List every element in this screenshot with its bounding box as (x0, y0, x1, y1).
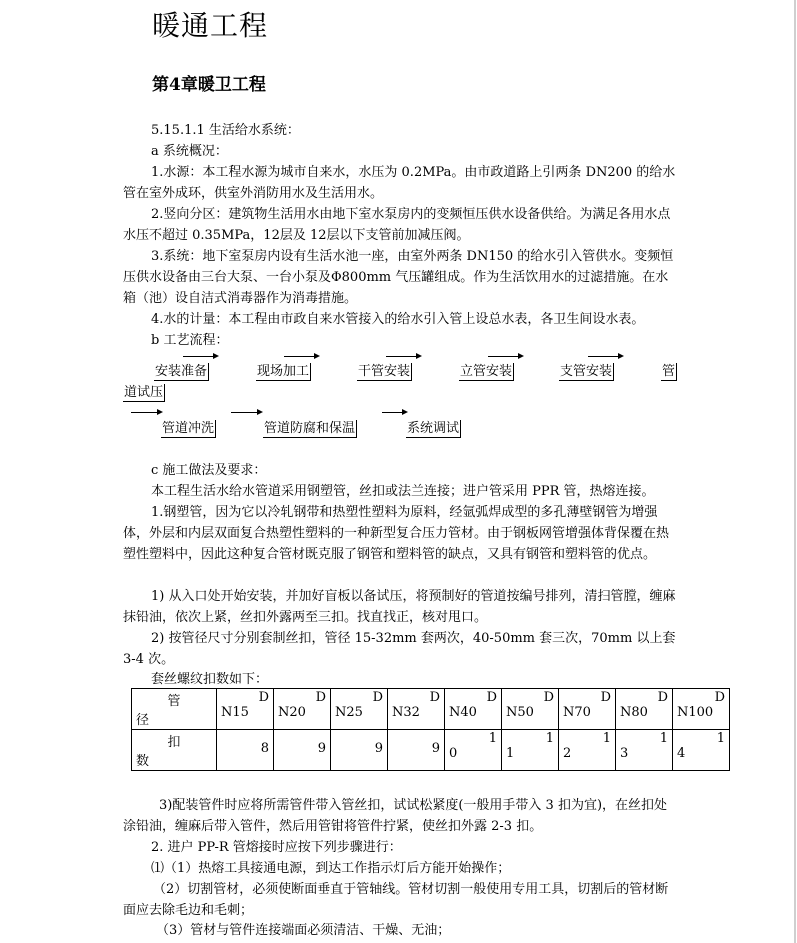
subsection-c: c 施工做法及要求： (151, 463, 267, 478)
cell-text: 1 (506, 746, 515, 761)
table-cell (445, 730, 502, 771)
cell-text: 4 (677, 746, 686, 761)
cell-text: N80 (620, 705, 648, 720)
cell-text: D (486, 690, 497, 705)
cell-text: 8 (260, 741, 269, 756)
table-cell (559, 730, 616, 771)
cell-text: 1 (602, 731, 611, 746)
cell-text: 9 (374, 741, 383, 756)
flow-step: 管 (662, 364, 676, 379)
flow-step: 现场加工 (257, 364, 310, 379)
paragraph-step-2: 2) 按管径尺寸分别套制丝扣，管径 15-32mm 套两次，40-50mm 套三次，70mm 以上套3-4 次。 (123, 631, 676, 667)
table-cell (616, 730, 673, 771)
cell-text: 径 (136, 713, 150, 728)
cell-text: 2 (563, 746, 572, 761)
flow-step: 安装准备 (155, 364, 208, 379)
cell-text: 9 (431, 741, 440, 756)
table-cell (217, 689, 274, 730)
table-cell (502, 689, 559, 730)
paragraph-zoning: 2.竖向分区：建筑物生活用水由地下室水泵房内的变频恒压供水设备供给。为满足各用水点水压不超过 0.35MPa，12层及 12层以下支管前加减压阀。 (123, 207, 671, 243)
paragraph-pipe-material: 本工程生活水给水管道采用钢塑管，丝扣或法兰连接；进户管采用 PPR 管，热熔连接。 (151, 484, 655, 499)
cell-text: N20 (278, 705, 306, 720)
table-cell (331, 730, 388, 771)
cell-text: N70 (563, 705, 591, 720)
cell-text: D (543, 690, 554, 705)
cell-text: D (657, 690, 668, 705)
table-cell (445, 689, 502, 730)
cell-text: N25 (335, 705, 363, 720)
flow-arrow (183, 356, 217, 357)
paragraph-ppr-step-3: （3）管材与管件连接端面必须清洁、干燥、无油； (156, 923, 451, 938)
flow-arrow (382, 412, 406, 413)
page-right-edge (794, 0, 796, 943)
paragraph-system: 3.系统：地下室泵房内设有生活水池一座，由室外两条 DN150 的给水引入管供水。变频恒压供水设备由三台大泵、一台小泵及Φ800mm 气压罐组成。作为生活饮用水的过滤措施。在水箱（池）设自洁式消毒器作为消毒措施。 (123, 249, 674, 306)
flow-arrow (131, 412, 161, 413)
paragraph-ppr-steps: 2. 进户 PP-R 管熔接时应按下列步骤进行： (151, 840, 402, 855)
table-cell (274, 689, 331, 730)
table-row (132, 730, 730, 771)
table-caption: 套丝螺纹扣数如下： (151, 672, 269, 687)
thread-count-table (131, 688, 730, 771)
cell-text: D (429, 690, 440, 705)
paragraph-water-source: 1.水源：本工程水源为城市自来水，水压为 0.2MPa。由市政道路上引两条 DN200 的给水管在室外成环，供室外消防用水及生活用水。 (123, 165, 676, 201)
cell-text: D (372, 690, 383, 705)
table-cell (502, 730, 559, 771)
flow-arrow (488, 356, 522, 357)
cell-text: 数 (136, 754, 150, 769)
flow-step: 立管安装 (460, 364, 513, 379)
table-cell (673, 730, 730, 771)
subsection-b: b 工艺流程： (151, 333, 229, 348)
document-title: 暖通工程 (152, 9, 269, 42)
paragraph-step-3: 3)配装管件时应将所需管件带入管丝扣，试试松紧度(一般用手带入 3 扣为宜)，在丝扣处涂铅油，缠麻后带入管件，然后用管钳将管件拧紧，使丝扣外露 2-3 扣。 (123, 798, 668, 834)
table-cell (559, 689, 616, 730)
cell-text: 0 (449, 746, 458, 761)
cell-text: 3 (620, 746, 629, 761)
paragraph-steel-plastic: 1.钢塑管，因为它以冷轧钢带和热塑性塑料为原料，经氩弧焊成型的多孔薄壁钢管为增强体，外层和内层双面复合热塑性塑料的一种新型复合压力管材。由于钢板网管增强体背保覆在热塑性塑料中，因此这种复合管材既克服了钢管和塑料管的缺点，又具有钢管和塑料管的优点。 (123, 505, 670, 562)
cell-text: 扣 (167, 735, 181, 750)
table-cell (616, 689, 673, 730)
cell-text: N100 (677, 705, 714, 720)
table-cell (673, 689, 730, 730)
table-header-cell (132, 730, 217, 771)
cell-text: D (714, 690, 725, 705)
cell-text: N40 (449, 705, 477, 720)
paragraph-metering: 4.水的计量：本工程由市政自来水管接入的给水引入管上设总水表，各卫生间设水表。 (151, 312, 645, 327)
paragraph-ppr-step-1: ⑴（1）热熔工具接通电源，到达工作指示灯后方能开始操作； (151, 861, 511, 876)
flow-arrow (231, 412, 261, 413)
flow-step: 干管安装 (358, 364, 411, 379)
table-cell (331, 689, 388, 730)
paragraph-ppr-step-2: （2）切割管材，必须使断面垂直于管轴线。管材切割一般使用专用工具，切割后的管材断面应去除毛边和毛刺； (123, 882, 669, 918)
flow-step: 支管安装 (560, 364, 613, 379)
table-cell (274, 730, 331, 771)
flow-step: 道试压 (124, 385, 164, 400)
table-cell (388, 730, 445, 771)
cell-text: 1 (716, 731, 725, 746)
chapter-title: 第4章暖卫工程 (152, 75, 266, 95)
cell-text: 1 (659, 731, 668, 746)
cell-text: D (600, 690, 611, 705)
cell-text: N32 (392, 705, 420, 720)
cell-text: N50 (506, 705, 534, 720)
paragraph-step-1: 1) 从入口处开始安装，并加好盲板以备试压，将预制好的管道按编号排列，清扫管膛，缠麻抹铅油，依次上紧，丝扣外露两至三扣。找直找正，核对甩口。 (123, 589, 676, 625)
cell-text: D (315, 690, 326, 705)
flow-arrow (386, 356, 420, 357)
section-heading: 5.15.1.1 生活给水系统： (151, 123, 300, 138)
flow-arrow (588, 356, 622, 357)
cell-text: 9 (317, 741, 326, 756)
subsection-a: a 系统概况： (151, 144, 228, 159)
table-cell (388, 689, 445, 730)
cell-text: 1 (545, 731, 554, 746)
flow-step: 系统调试 (407, 421, 460, 436)
flow-step: 管道防腐和保温 (264, 421, 356, 436)
table-cell (217, 730, 274, 771)
cell-text: D (258, 690, 269, 705)
cell-text: 管 (167, 694, 181, 709)
table-header-cell (132, 689, 217, 730)
table-row (132, 689, 730, 730)
cell-text: 1 (488, 731, 497, 746)
cell-text: N15 (221, 705, 249, 720)
flow-step: 管道冲洗 (162, 421, 215, 436)
flow-arrow (284, 356, 318, 357)
